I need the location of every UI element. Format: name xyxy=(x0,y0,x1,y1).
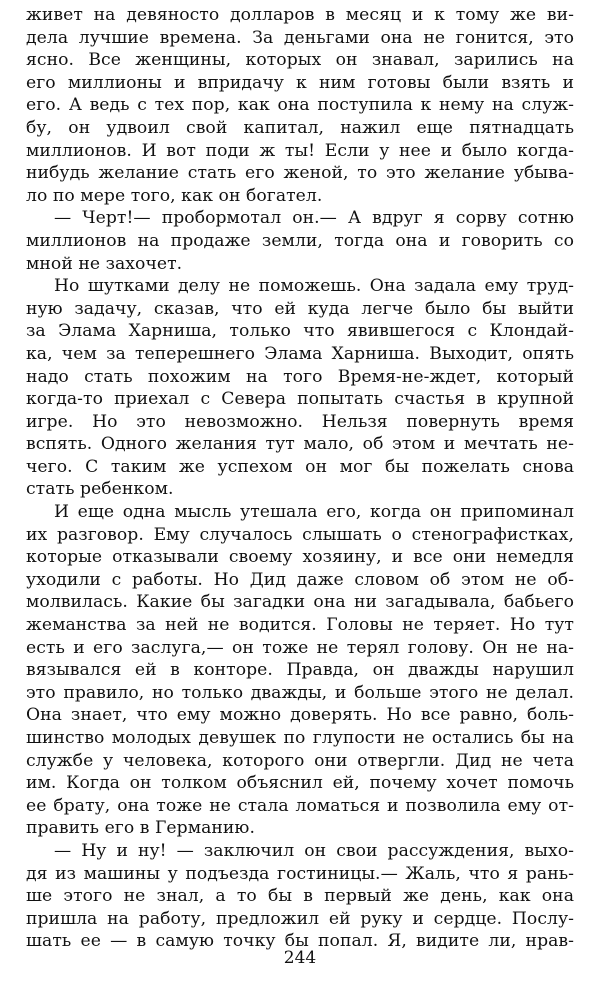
text-line: молвилась. Какие бы загадки она ни загадывала, бабьего xyxy=(26,592,574,613)
text-line: за Элама Харниша, только что явившегося с Клондай- xyxy=(26,321,574,342)
text-line: чего. С таким же успехом он мог бы пожелать снова xyxy=(26,456,574,477)
text-line: ную задачу, сказав, что ей куда легче было бы выйти xyxy=(26,298,574,319)
text-line: шать ее — в самую точку бы попал. Я, видите ли, нрав- xyxy=(26,931,574,952)
text-line: которые отказывали своему хозяину, и все они немедля xyxy=(26,547,574,568)
text-line: вязывался ей в конторе. Правда, он дважды нарушил xyxy=(26,660,574,681)
text-line: жеманства за ней не водится. Головы не теряет. Но тут xyxy=(26,615,574,636)
text-line: И еще одна мысль утешала его, когда он припоминал xyxy=(54,502,574,523)
page-number: 244 xyxy=(283,948,317,968)
text-line: его. А ведь с тех пор, как она поступила к нему на служ- xyxy=(26,95,574,116)
text-line: игре. Но это невозможно. Нельзя повернуть время xyxy=(26,411,574,432)
text-line: Она знает, что ему можно доверять. Но все равно, боль- xyxy=(26,705,574,726)
text-line: миллионов на продаже земли, тогда она и говорить со xyxy=(26,230,574,251)
text-line: его миллионы и впридачу к ним готовы были взять и xyxy=(26,72,574,93)
text-line: службе у человека, которого они отвергли. Дид не чета xyxy=(26,750,574,771)
text-line: мной не захочет. xyxy=(26,253,183,274)
text-line: пришла на работу, предложил ей руку и сердце. Послу- xyxy=(26,908,574,929)
text-line: стать ребенком. xyxy=(26,479,174,500)
body-text xyxy=(26,4,574,953)
text-line: править его в Германию. xyxy=(26,818,255,839)
text-line: надо стать похожим на того Время-не-ждет, который xyxy=(26,366,574,387)
text-line: ясно. Все женщины, которых он знавал, зарились на xyxy=(26,50,574,71)
text-line: это правило, но только дважды, и больше этого не делал. xyxy=(26,682,574,703)
text-line: бу, он удвоил свой капитал, нажил еще пятнадцать xyxy=(26,117,574,138)
text-line: дя из машины у подъезда гостиницы.— Жаль, что я рань- xyxy=(26,863,574,884)
text-line: ло по мере того, как он богател. xyxy=(26,185,323,206)
text-line: ше этого не знал, а то бы в первый же день, как она xyxy=(26,886,574,907)
text-line: когда-то приехал с Севера попытать счастья в крупной xyxy=(26,389,574,410)
text-line: ее брату, она тоже не стала ломаться и позволила ему от- xyxy=(26,795,574,816)
text-line: уходили с работы. Но Дид даже словом об этом не об- xyxy=(26,569,574,590)
text-line: дела лучшие времена. За деньгами она не гонится, это xyxy=(26,27,574,48)
text-line: есть и его заслуга,— он тоже не терял голову. Он не на- xyxy=(26,637,574,658)
text-line: живет на девяносто долларов в месяц и к тому же ви- xyxy=(26,5,574,25)
text-line: их разговор. Ему случалось слышать о стенографистках, xyxy=(26,524,574,545)
text-line: ка, чем за теперешнего Элама Харниша. Выходит, опять xyxy=(26,343,574,364)
text-line: вспять. Одного желания тут мало, об этом и мечтать не- xyxy=(26,434,574,455)
text-line: — Ну и ну! — заключил он свои рассуждения, выхо- xyxy=(54,840,574,861)
text-line: нибудь желание стать его женой, то это желание убыва- xyxy=(26,163,574,184)
text-line: им. Когда он толком объяснил ей, почему хочет помочь xyxy=(26,773,574,794)
text-line: шинство молодых девушек по глупости не остались бы на xyxy=(26,728,574,748)
text-line: миллионов. И вот поди ж ты! Если у нее и было когда- xyxy=(26,140,574,161)
text-line: Но шутками делу не поможешь. Она задала ему труд- xyxy=(54,276,574,297)
text-line: — Черт!— пробормотал он.— А вдруг я сорву сотню xyxy=(54,208,574,229)
